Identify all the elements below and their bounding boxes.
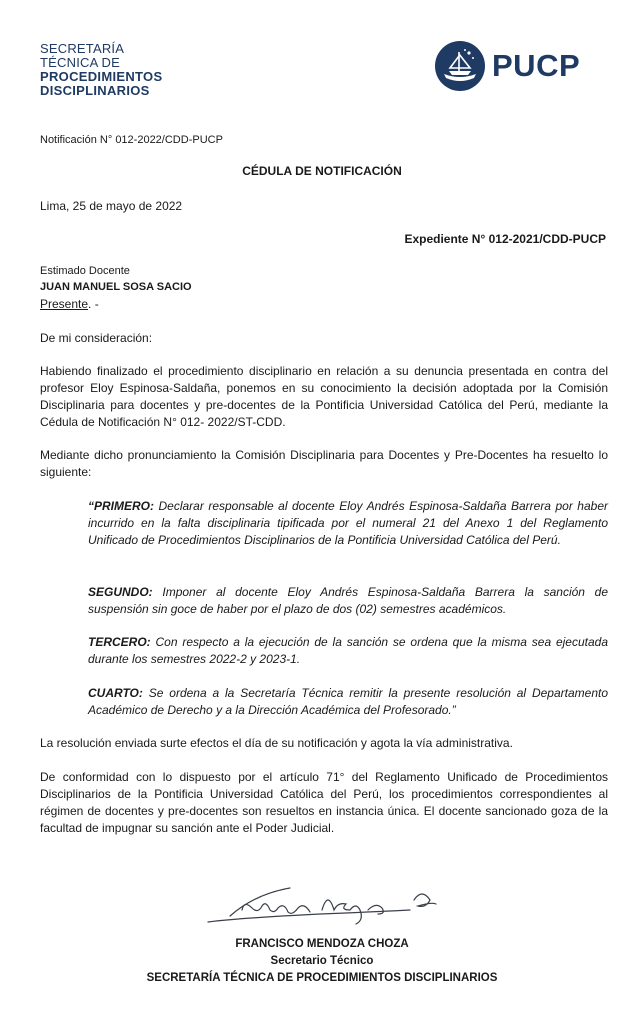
unit-logo-line4: DISCIPLINARIOS	[40, 83, 150, 98]
signer-unit: SECRETARÍA TÉCNICA DE PROCEDIMIENTOS DISCIPLINARIOS	[146, 972, 498, 984]
file-number: Expediente N° 012-2021/CDD-PUCP	[404, 232, 606, 246]
resolution-label: “PRIMERO:	[88, 499, 154, 513]
resolution-segundo	[88, 584, 608, 618]
resolution-label: SEGUNDO:	[88, 585, 153, 599]
unit-logo-line3: PROCEDIMIENTOS	[40, 69, 163, 84]
presente-suffix: . -	[88, 297, 99, 311]
pucp-wordmark: PUCP	[492, 48, 581, 83]
resolution-tercero	[88, 634, 608, 668]
resolution-primero	[88, 498, 608, 549]
resolution-text: Con respecto a la ejecución de la sanción se ordena que la misma sea ejecutada durante los semestres 2022-2 y 2023-1.	[88, 635, 608, 666]
unit-logo-line2: TÉCNICA DE	[40, 55, 121, 70]
resolution-text: Se ordena a la Secretaría Técnica remitir la presente resolución al Departamento Académico de Derecho y a la Dirección Académica del Profesorado.”	[88, 686, 608, 717]
notification-number: Notificación N° 012-2022/CDD-PUCP	[40, 134, 223, 146]
presente-word: Presente	[40, 297, 89, 311]
unit-logo	[40, 42, 162, 98]
pucp-seal-icon	[434, 40, 486, 92]
paragraph-2: Mediante dicho pronunciamiento la Comisión Disciplinaria para Docentes y Pre-Docentes ha resuelto lo siguiente:	[40, 448, 608, 479]
unit-logo-line1: SECRETARÍA	[40, 41, 125, 56]
paragraph-1: Habiendo finalizado el procedimiento disciplinario en relación a su denuncia presentada en contra del profesor Eloy Espinosa-Saldaña, ponemos en su conocimiento la decisión adoptada por la Comisión Disciplinaria para docentes y pre-docentes de la Pontificia Universidad Católica del Perú, mediante la Cédula de Notificación N° 012- 2022/ST-CDD.	[40, 364, 608, 429]
resolution-cuarto	[88, 685, 608, 719]
paragraph-4: De conformidad con lo dispuesto por el artículo 71° del Reglamento Unificado de Procedimientos Disciplinarios de la Pontificia Universidad Católica del Perú, los procedimientos correspondientes al régimen de docentes y pre-docentes son resueltos en instancia única. El docente sancionado goza de la facultad de impugnar su sanción ante el Poder Judicial.	[40, 770, 608, 835]
salutation-role: Estimado Docente	[40, 265, 130, 277]
resolution-text: Declarar responsable al docente Eloy Andrés Espinosa-Saldaña Barrera por haber incurrido en la falta disciplinaria tipificada por el numeral 21 del Anexo 1 del Reglamento Unificado de Procedimientos Disciplinarios de la Pontificia Universidad Católica del Perú.	[88, 499, 608, 547]
document-date: Lima, 25 de mayo de 2022	[40, 199, 183, 213]
presente-line	[40, 296, 99, 313]
document-title: CÉDULA DE NOTIFICACIÓN	[242, 164, 402, 178]
resolution-label: TERCERO:	[88, 635, 151, 649]
signer-name: FRANCISCO MENDOZA CHOZA	[235, 938, 409, 950]
greeting: De mi consideración:	[40, 331, 153, 345]
signer-role: Secretario Técnico	[270, 955, 374, 967]
paragraph-3: La resolución enviada surte efectos el día de su notificación y agota la vía administrativa.	[40, 736, 513, 750]
pucp-logo	[434, 40, 594, 92]
resolution-label: CUARTO:	[88, 686, 143, 700]
handwritten-signature	[200, 880, 440, 930]
recipient-name: JUAN MANUEL SOSA SACIO	[40, 281, 192, 293]
resolution-text: Imponer al docente Eloy Andrés Espinosa-Saldaña Barrera la sanción de suspensión sin goce de haber por el plazo de dos (02) semestres académicos.	[88, 585, 608, 616]
